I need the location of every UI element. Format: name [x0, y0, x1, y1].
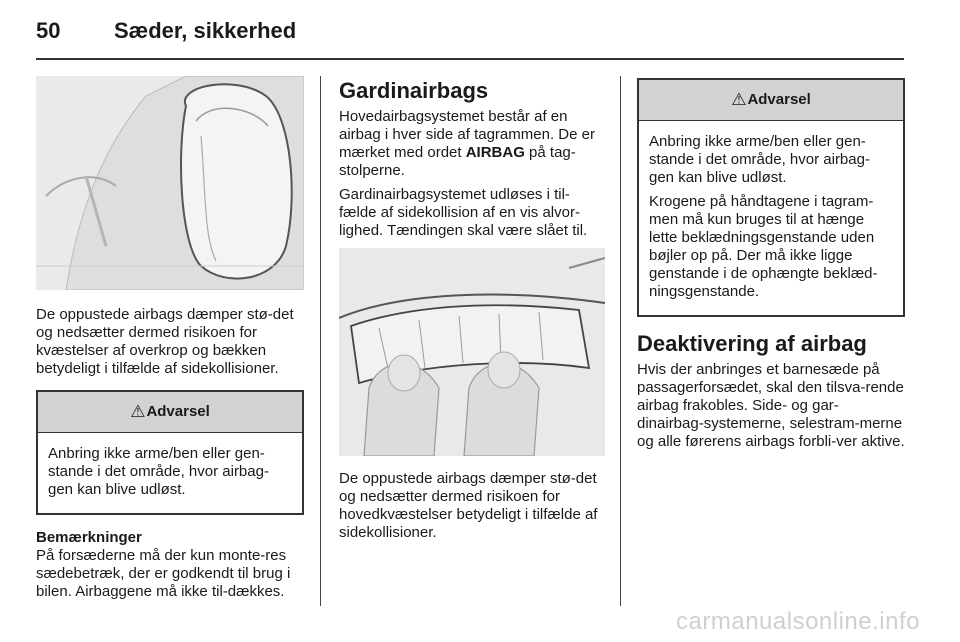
p1-before: Hovedairbagsystemet består af en airbag i hver side af tagrammen. De er mærket med ordet — [339, 108, 595, 161]
warning-text: Anbring ikke arme/ben eller gen-stande i det område, hvor airbag-gen kan blive udløst. — [48, 445, 269, 498]
deaktivering-text: Hvis der anbringes et barnesæde på passagerforsædet, skal den tilsva-rende airbag frakobles. Side- og gar-dinairbag-systemerne, selestram-merne og alle førerens airbags forbli-ver aktive. — [637, 361, 905, 450]
warning-header — [639, 80, 903, 121]
watermark: carmanualsonline.info — [676, 608, 920, 635]
side-airbag-caption: De oppustede airbags dæmper stø-det og nedsætter dermed risikoen for kvæstelser af overkrop og bækken betydeligt i tilfælde af sidekollisioner. — [36, 306, 294, 377]
airbag-mark: AIRBAG — [465, 144, 525, 161]
section-heading-deaktivering: Deaktivering af airbag — [637, 331, 867, 356]
curtain-airbag-caption: De oppustede airbags dæmper stø-det og nedsætter dermed risikoen for hovedkvæstelser betydeligt i tilfælde af sidekollisioner. — [339, 470, 598, 541]
warning-triangle-icon: ⚠ — [731, 90, 747, 109]
column-divider-2 — [620, 76, 621, 606]
warning-title: Advarsel — [146, 403, 210, 420]
note-text: På forsæderne må der kun monte-res sædebetræk, der er godkendt til brug i bilen. Airbaggene må ikke til-dækkes. — [36, 547, 291, 600]
warning-body — [639, 121, 903, 315]
warning-box-1 — [36, 390, 304, 515]
column-1 — [36, 76, 304, 607]
warning-text-1: Anbring ikke arme/ben eller gen-stande i det område, hvor airbag-gen kan blive udløst. — [649, 133, 870, 186]
warning-box-2 — [637, 78, 905, 317]
page-number: 50 — [36, 18, 61, 43]
note-title: Bemærkninger — [36, 529, 142, 546]
header-rule — [36, 58, 904, 60]
side-airbag-drawing — [36, 76, 304, 290]
warning-triangle-icon: ⚠ — [130, 402, 146, 421]
column-2 — [339, 78, 605, 548]
column-3 — [637, 78, 905, 457]
warning-body — [38, 433, 302, 513]
warning-title: Advarsel — [747, 91, 811, 108]
gardinairbags-paragraph-1 — [339, 108, 605, 180]
p1-after: på tag-stolperne. — [339, 144, 576, 179]
column-divider-1 — [320, 76, 321, 606]
page-header — [36, 14, 296, 48]
warning-header — [38, 392, 302, 433]
section-heading-gardinairbags: Gardinairbags — [339, 78, 489, 103]
curtain-airbag-illustration — [339, 248, 605, 456]
side-airbag-illustration — [36, 76, 304, 290]
gardinairbags-paragraph-2: Gardinairbagsystemet udløses i til-fælde af sidekollision af en vis alvor-lighed. Tændingen skal være slået til. — [339, 186, 588, 239]
curtain-airbag-drawing — [339, 248, 605, 456]
page-title: Sæder, sikkerhed — [114, 18, 297, 43]
warning-text-2: Krogene på håndtagene i tagram-men må kun bruges til at hænge lette beklædningsgenstande uden bøjler op på. Der må ikke ligge genstande i de ophængte beklæd-ningsgenstande. — [649, 193, 878, 300]
